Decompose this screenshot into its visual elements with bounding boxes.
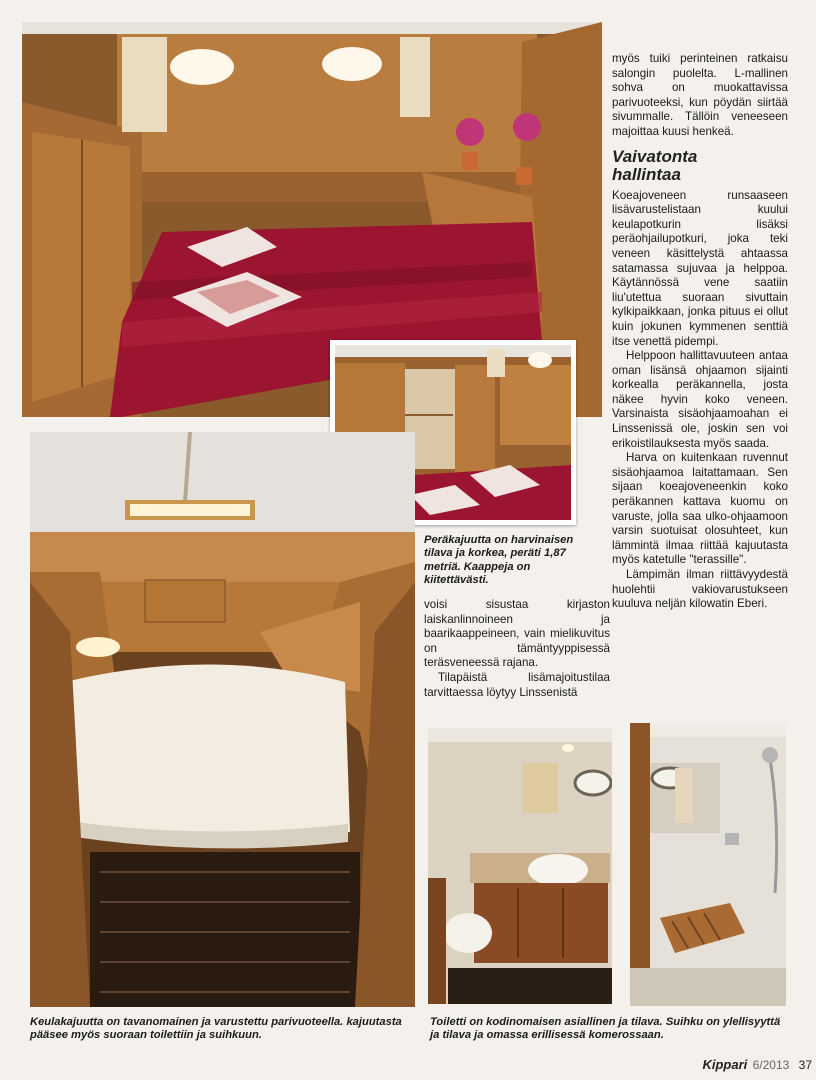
issue-number: 6/2013 [752,1058,790,1072]
photo-toilet [428,728,612,1004]
magazine-name: Kippari [702,1057,748,1072]
photo-shower [630,723,786,1006]
caption-bow-cabin: Keulakajuutta on tavanomainen ja varustettu parivuoteella. kajuutasta pääsee myös suoraan toilettiin ja suihkuun. [30,1016,402,1042]
page-footer [702,1057,812,1072]
caption-aft-cabin: Peräkajuutta on harvinaisen tilava ja korkea, peräti 1,87 metriä. Kaappeja on kiitettävästi. [424,534,574,587]
article-middle-column [424,598,610,700]
caption-toilet-shower: Toiletti on kodinomaisen asiallinen ja tilava. Suihku on ylellisyyttä ja tilava ja omassa erillisessä komerossaan. [430,1016,781,1042]
paragraph: Helppoon hallittavuuteen antaa oman lisänsä ohjaamon sijainti korkealla peräkannella, josta näkee hyvin koko veneen. Varsinaista sisäohjaamoahan ei Linssenissä ole, joskin sen voi erikoistilauksesta myös saada. [612,349,788,450]
article-right-column [612,52,788,612]
paragraph: Koeajoveneen runsaaseen lisävarustelistaan kuului keulapotkurin lisäksi peräohjailupotkuri, joka teki veneen käsittelystä ahtaassa satamassa sujuvaa ja helppoa. Käytännössä vene saatiin liu'utettua suoraan sivuttain kylkipaikkaan, jonka pituus ei ollut kuin jokunen kymmenen senttiä itse venettä pidempi. [612,188,788,348]
paragraph: Lämpimän ilman riittävyydestä huolehtii vakiovarustukseen kuuluva neljän kilowatin Eberi. [612,568,788,611]
paragraph: Tilapäistä lisämajoitustilaa tarvittaessa löytyy Linssenistä [424,670,610,699]
photo-bow-cabin [30,432,415,1007]
paragraph: Harva on kuitenkaan ruvennut sisäohjaamoa laitattamaan. Sen sijaan koeajoveneenkin koko peräkannen kattava kuomu on varuste, jolla saa ulko-ohjaamoon varsin suotuisat olosuhteet, kun lämmintä ilmaa riittää kajuutasta myös katetulle "terassille". [612,451,788,567]
section-heading: Vaivatonta hallintaa [612,146,698,184]
page-number: 37 [798,1058,812,1072]
paragraph: myös tuiki perinteinen ratkaisu salongin puolelta. L-mallinen sohva on muokattavissa parivuoteeksi, kun pöydän siirtää sivummalle. Tällöin veneeseen majoittaa kuusi henkeä. [612,52,788,138]
paragraph: voisi sisustaa kirjaston laiskanlinnoineen ja baarikaappeineen, vain mielikuvitus on tämäntyyppisessä teräsveneessä rajana. [424,598,610,670]
